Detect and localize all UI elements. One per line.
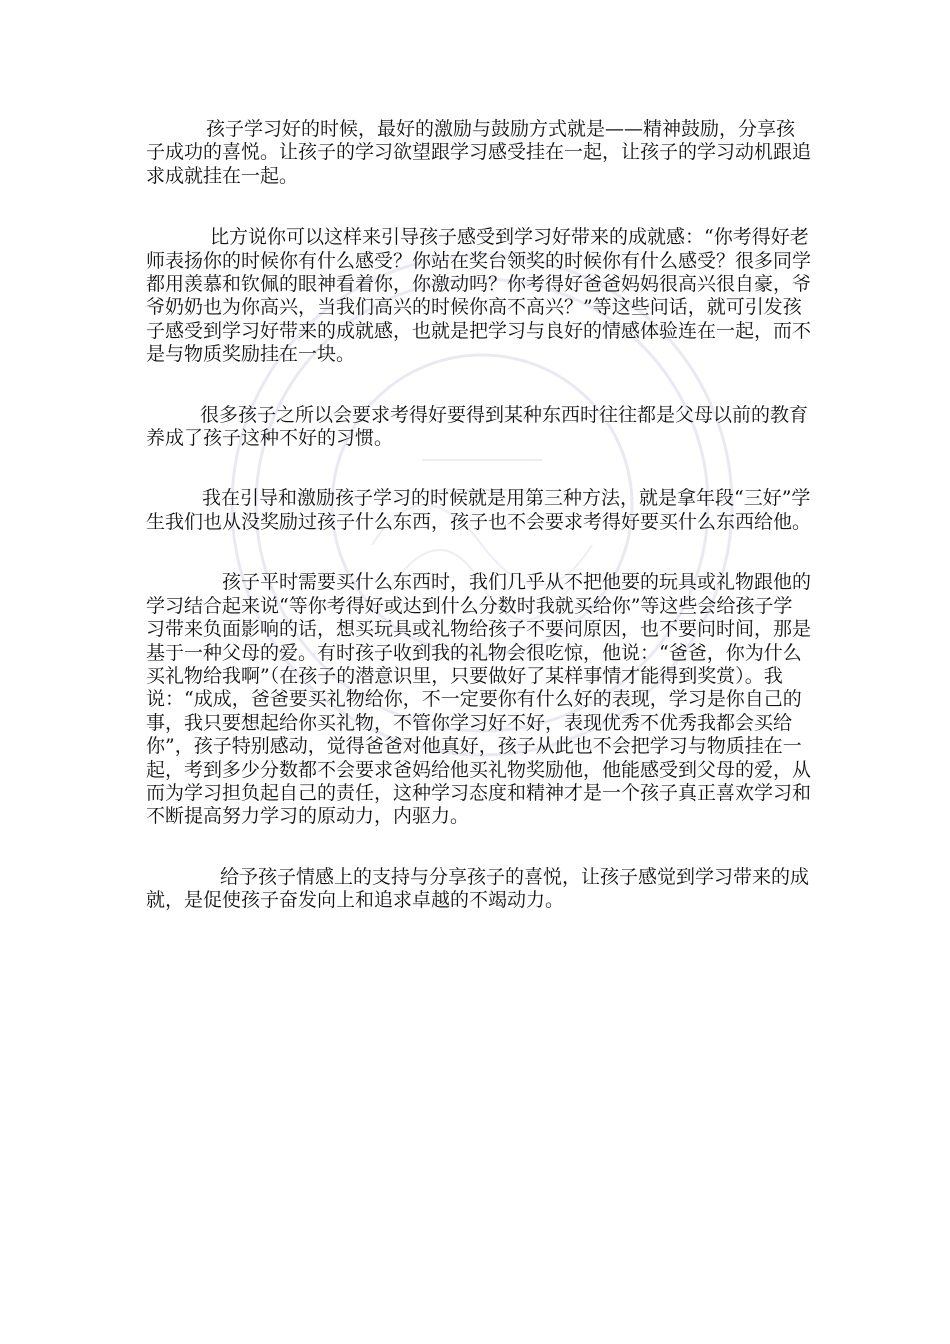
paragraph-2: 比方说你可以这样来引导孩子感受到学习好带来的成就感：“你考得好老师表扬你的时候你有什么感受？你站在奖台领奖的时候你有什么感受？很多同学都用羡慕和钦佩的眼神看着你，你激动吗？你考得好爸爸妈妈很高兴很自豪，爷爷奶奶也为你高兴，当我们高兴的时候你高不高兴？”等这些问话，就可引发孩子感受到学习好带来的成就感，也就是把学习与良好的情感体验连在一起，而不是与物质奖励挂在一块。 <box>146 226 812 366</box>
paragraph-4: 我在引导和激励孩子学习的时候就是用第三种方法，就是拿年段“三好”学生我们也从没奖励过孩子什么东西，孩子也不会要求考得好要买什么东西给他。 <box>146 487 812 533</box>
paragraph-6: 给予孩子情感上的支持与分享孩子的喜悦，让孩子感觉到学习带来的成就，是促使孩子奋发向上和追求卓越的不竭动力。 <box>146 865 810 912</box>
document-body <box>146 118 811 913</box>
paragraph-3: 很多孩子之所以会要求考得好要得到某种东西时往往都是父母以前的教育养成了孩子这种不好的习惯。 <box>146 403 809 450</box>
paragraph-1: 孩子学习好的时候，最好的激励与鼓励方式就是——精神鼓励，分享孩子成功的喜悦。让孩子的学习欲望跟学习感受挂在一起，让孩子的学习动机跟追求成就挂在一起。 <box>146 118 812 187</box>
paragraph-5: 孩子平时需要买什么东西时，我们几乎从不把他要的玩具或礼物跟他的学习结合起来说“等你考得好或达到什么分数时我就买给你”等这些会给孩子学习带来负面影响的话，想买玩具或礼物给孩子不要问原因，也不要问时间，那是基于一种父母的爱。有时孩子收到我的礼物会很吃惊，他说：“爸爸，你为什么买礼物给我啊”（在孩子的潜意识里，只要做好了某样事情才能得到奖赏）。我说：“成成，爸爸要买礼物给你，不一定要你有什么好的表现，学习是你自己的事，我只要想起给你买礼物，不管你学习好不好，表现优秀不优秀我都会买给你”，孩子特别感动，觉得爸爸对他真好，孩子从此也不会把学习与物质挂在一起，考到多少分数都不会要求爸妈给他买礼物奖励他，他能感受到父母的爱，从而为学习担负起自己的责任，这种学习态度和精神才是一个孩子真正喜欢学习和不断提高努力学习的原动力，内驱力。 <box>146 571 812 828</box>
